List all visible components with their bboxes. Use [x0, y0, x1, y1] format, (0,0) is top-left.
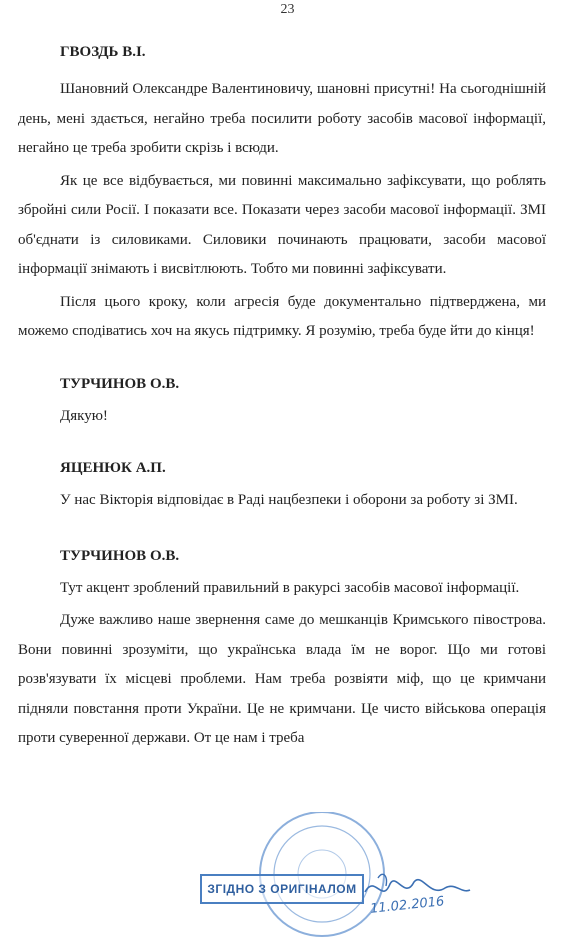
- speaker-name: ТУРЧИНОВ О.В.: [60, 547, 180, 564]
- conformity-stamp: ЗГІДНО З ОРИГІНАЛОМ: [200, 874, 364, 904]
- paragraph: Тут акцент зроблений правильний в ракурсі засобів масової інформації.: [60, 579, 520, 596]
- paragraph: Шановний Олександре Валентиновичу, шановні присутні! На сьогоднішній день, мені здається, негайно треба посилити роботу засобів масової інформації, негайно це треба зробити скрізь і всюди.: [18, 81, 546, 156]
- paragraph: У нас Вікторія відповідає в Раді нацбезпеки і оборони за роботу зі ЗМІ.: [60, 492, 518, 508]
- stamp-date: 11.02.2016: [369, 894, 446, 917]
- speaker-name: ЯЦЕНЮК А.П.: [60, 460, 166, 476]
- paragraph: Як це все відбувається, ми повинні максимально зафіксувати, що роблять збройні сили Росії. І показати все. Показати через засоби масової інформації. ЗМІ об'єднати із силовиками. Силовики починають працювати, засоби масової інформації знімають і висвітлюють. Тобто ми повинні зафіксувати.: [18, 172, 546, 277]
- certification-stamp: [200, 812, 500, 948]
- document-body: [18, 42, 546, 754]
- speaker-name: ГВОЗДЬ В.І.: [60, 44, 146, 60]
- speaker-name: ТУРЧИНОВ О.В.: [60, 375, 180, 392]
- paragraph: Дуже важливо наше звернення саме до мешканців Кримського півострова. Вони повинні зрозуміти, що українська влада їм не ворог. Що ми готові розв'язувати їх місцеві проблеми. Нам треба розвіяти міф, що це кримчани підняли повстання проти України. Це не кримчани. Це чисто військова операція проти суверенної держави. От це нам і треба: [18, 612, 546, 746]
- page-number: 23: [280, 2, 295, 17]
- paragraph: Дякую!: [60, 407, 108, 424]
- paragraph: Після цього кроку, коли агресія буде документально підтверджена, ми можемо сподіватись хоч на якусь підтримку. Я розумію, треба буде йти до кінця!: [18, 293, 546, 339]
